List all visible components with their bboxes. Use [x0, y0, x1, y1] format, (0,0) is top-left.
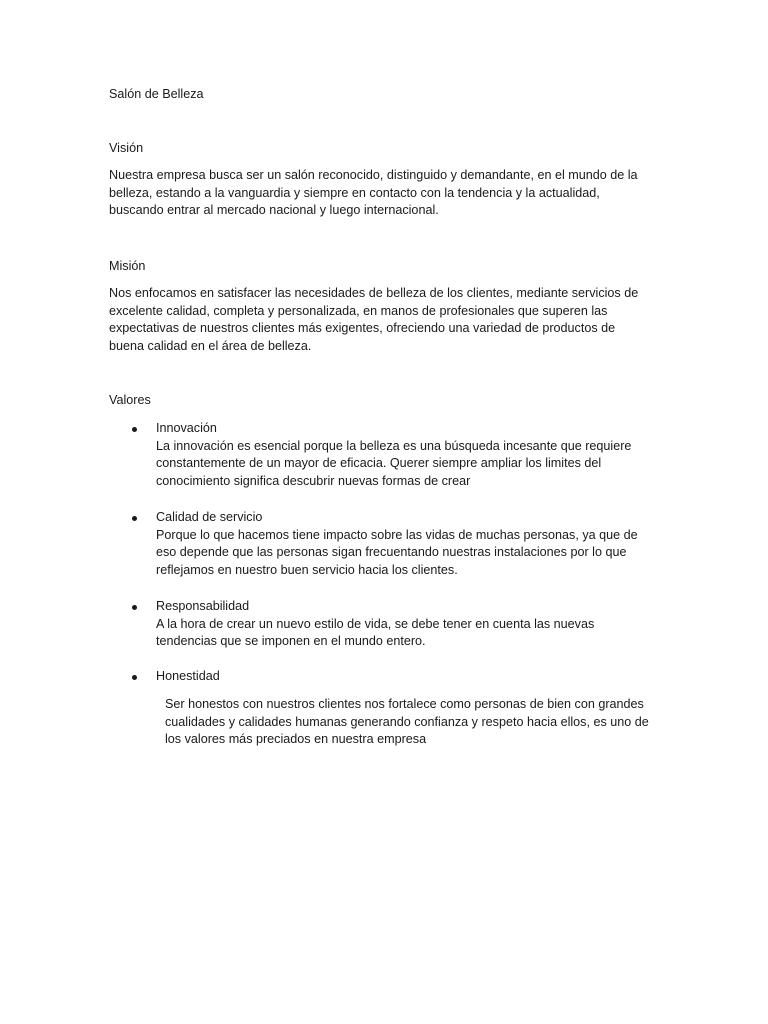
vision-heading: Visión	[109, 141, 144, 155]
values-heading: Valores	[109, 393, 151, 407]
mission-line: expectativas de nuestros clientes más exigentes, ofreciendo una variedad de productos de	[109, 321, 616, 336]
value-line: los valores más preciados en nuestra empresa	[165, 732, 427, 747]
bullet-icon	[132, 605, 137, 610]
bullet-icon	[132, 675, 137, 680]
value-item-innovacion	[156, 420, 631, 490]
value-line: conocimiento significa descubrir nuevas formas de crear	[156, 473, 471, 488]
mission-heading: Misión	[109, 259, 146, 273]
value-item-honestidad	[165, 696, 649, 749]
mission-paragraph	[109, 285, 638, 355]
vision-line: belleza, estando a la vanguardia y siempre en contacto con la tendencia y la actualidad,	[109, 185, 600, 200]
vision-line: Nuestra empresa busca ser un salón reconocido, distinguido y demandante, en el mundo de la	[109, 168, 638, 182]
value-name: Calidad de servicio	[156, 510, 263, 524]
value-line: tendencias que se imponen en el mundo entero.	[156, 634, 426, 649]
value-line: eso depende que las personas sigan frecuentando nuestras instalaciones por lo que	[156, 545, 627, 560]
value-line: Ser honestos con nuestros clientes nos fortalece como personas de bien con grandes	[165, 697, 644, 711]
value-line: Porque lo que hacemos tiene impacto sobre las vidas de muchas personas, ya que de	[156, 527, 638, 542]
vision-line: buscando entrar al mercado nacional y luego internacional.	[109, 203, 439, 218]
mission-line: buena calidad en el área de belleza.	[109, 338, 312, 353]
value-line: A la hora de crear un nuevo estilo de vida, se debe tener en cuenta las nuevas	[156, 616, 595, 631]
value-line: La innovación es esencial porque la belleza es una búsqueda incesante que requiere	[156, 438, 632, 453]
mission-line: Nos enfocamos en satisfacer las necesidades de belleza de los clientes, mediante servicios de	[109, 286, 639, 300]
value-line: constantemente de un mayor de eficacia. Querer siempre ampliar los limites del	[156, 456, 602, 471]
value-item-calidad	[156, 509, 638, 579]
bullet-icon	[132, 427, 137, 432]
value-name: Honestidad	[156, 669, 220, 683]
value-name: Innovación	[156, 421, 217, 435]
value-line: reflejamos en nuestro buen servicio hacia los clientes.	[156, 562, 458, 577]
vision-paragraph	[109, 167, 638, 220]
bullet-icon	[132, 516, 137, 521]
value-item-responsabilidad	[156, 598, 594, 651]
document-title: Salón de Belleza	[109, 87, 204, 101]
value-name: Responsabilidad	[156, 599, 250, 613]
mission-line: excelente calidad, completa y personalizada, en manos de profesionales que superen las	[109, 303, 608, 318]
value-line: cualidades y calidades humanas generando confianza y respeto hacia ellos, es uno de	[165, 714, 649, 729]
